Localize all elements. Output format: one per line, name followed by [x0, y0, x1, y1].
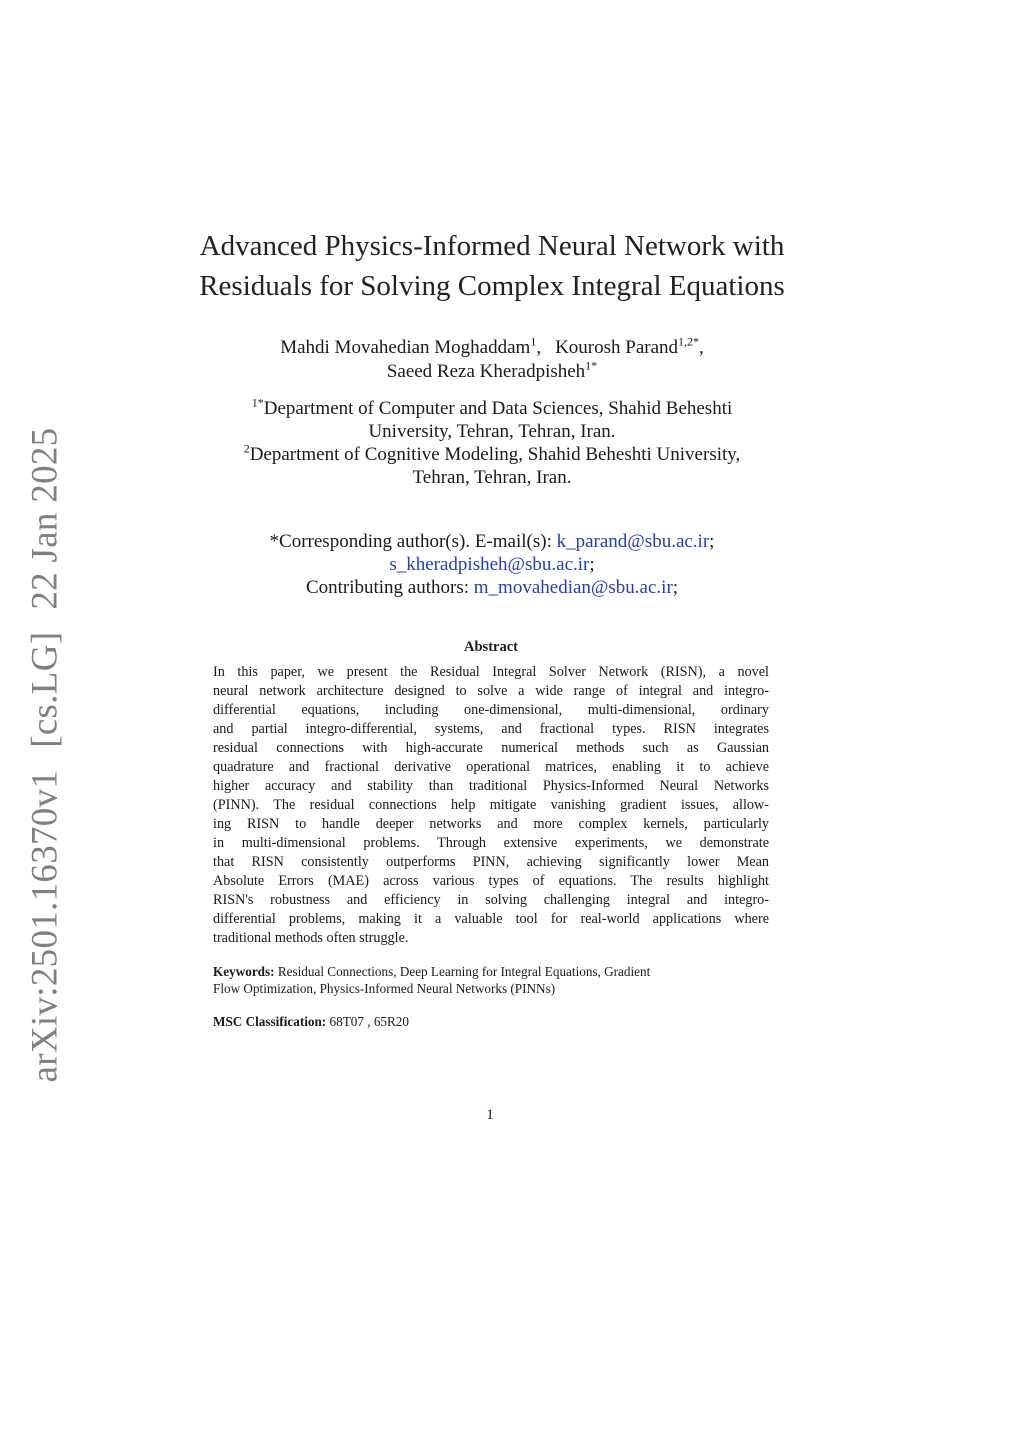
affiliation-text: Department of Cognitive Modeling, Shahid Beheshti University, [249, 444, 741, 465]
affiliation-1 [160, 397, 824, 420]
abstract-line: differential problems, making it a valuable tool for real-world applications where [213, 911, 769, 927]
abstract-line: that RISN consistently outperforms PINN, achieving significantly lower Mean [213, 854, 769, 870]
msc-value: 68T07 , 65R20 [326, 1014, 409, 1029]
contributing-line [160, 576, 824, 599]
author-affiliation-mark: 1,2* [678, 334, 700, 349]
separator: ; [589, 554, 595, 575]
email-link-parand[interactable]: k_parand@sbu.ac.ir [556, 531, 710, 552]
abstract-line: traditional methods often struggle. [213, 930, 409, 946]
author-list [160, 336, 824, 383]
abstract-line: (PINN). The residual connections help mitigate vanishing gradient issues, allow- [213, 797, 769, 813]
separator: ; [709, 531, 715, 552]
corresponding-line-2 [160, 553, 824, 576]
authors-line-1: Mahdi Movahedian Moghaddam$^1$, Kourosh Parand$^{1,2*}$, [280, 334, 704, 358]
authors-line-2 [160, 360, 824, 384]
msc-classification [213, 1013, 769, 1030]
abstract-line: residual connections with high-accurate numerical methods such as Gaussian [213, 740, 769, 756]
page-number: 1 [486, 1107, 494, 1123]
arxiv-stamp [24, 428, 67, 1083]
affiliation-mark: 1* [251, 395, 264, 410]
abstract-line: RISN's robustness and efficiency in solving challenging integral and integro- [213, 892, 769, 908]
keywords-text: Residual Connections, Deep Learning for Integral Equations, Gradient [274, 964, 651, 979]
abstract-line: higher accuracy and stability than traditional Physics-Informed Neural Networks [213, 778, 769, 794]
keywords-line-2: Flow Optimization, Physics-Informed Neural Networks (PINNs) [213, 981, 556, 996]
affiliations [160, 397, 824, 489]
abstract-body [213, 663, 769, 948]
abstract-line: neural network architecture designed to solve a wide range of integral and integro- [213, 683, 769, 699]
keywords-label: Keywords: [213, 964, 275, 979]
abstract-line: Absolute Errors (MAE) across various types of equations. The results highlight [213, 873, 769, 889]
author-name: Mahdi Movahedian Moghaddam [280, 337, 531, 358]
arxiv-id: arXiv:2501.16370v1 [24, 769, 66, 1083]
contributing-label: Contributing authors: [305, 577, 474, 598]
paper-title [150, 226, 834, 306]
email-link-movahedian[interactable]: m_movahedian@sbu.ac.ir [473, 577, 673, 598]
arxiv-date: 22 Jan 2025 [24, 427, 66, 610]
abstract-line: differential equations, including one-dimensional, multi-dimensional, ordinary [213, 702, 769, 718]
title-line-1: Advanced Physics-Informed Neural Network with [199, 230, 785, 262]
contact-info [160, 530, 824, 599]
msc-label: MSC Classification: [213, 1014, 327, 1029]
corresponding-line [160, 530, 824, 553]
keywords-line-1 [213, 963, 769, 980]
abstract-line: and partial integro-differential, systems, and fractional types. RISN integrates [213, 721, 769, 737]
title-line-2: Residuals for Solving Complex Integral Equations [199, 270, 785, 302]
affiliation-mark: 2 [243, 441, 250, 456]
separator: ; [672, 577, 679, 598]
abstract-line: In this paper, we present the Residual Integral Solver Network (RISN), a novel [213, 664, 769, 680]
author-name: Kourosh Parand [555, 337, 679, 358]
abstract-heading: Abstract [464, 639, 518, 655]
email-link-kheradpisheh[interactable]: s_kheradpisheh@sbu.ac.ir [389, 554, 590, 575]
abstract-line: in multi-dimensional problems. Through extensive experiments, we demonstrate [213, 835, 769, 851]
abstract-line: ing RISN to handle deeper networks and more complex kernels, particularly [213, 816, 769, 832]
author-name: Saeed Reza Kheradpisheh [386, 360, 586, 382]
author-affiliation-mark: 1 [530, 334, 537, 349]
affiliation-1-cont: University, Tehran, Tehran, Iran. [368, 421, 616, 442]
author-affiliation-mark: 1* [585, 358, 598, 373]
keywords [213, 963, 769, 997]
arxiv-category: [cs.LG] [24, 631, 66, 748]
corresponding-label: *Corresponding author(s). E-mail(s): [269, 531, 557, 552]
affiliation-text: Department of Computer and Data Sciences, Shahid Beheshti [263, 398, 733, 419]
abstract-line: quadrature and fractional derivative operational matrices, enabling it to achieve [213, 759, 769, 775]
affiliation-2 [160, 443, 824, 466]
affiliation-2-cont: Tehran, Tehran, Iran. [412, 467, 572, 488]
